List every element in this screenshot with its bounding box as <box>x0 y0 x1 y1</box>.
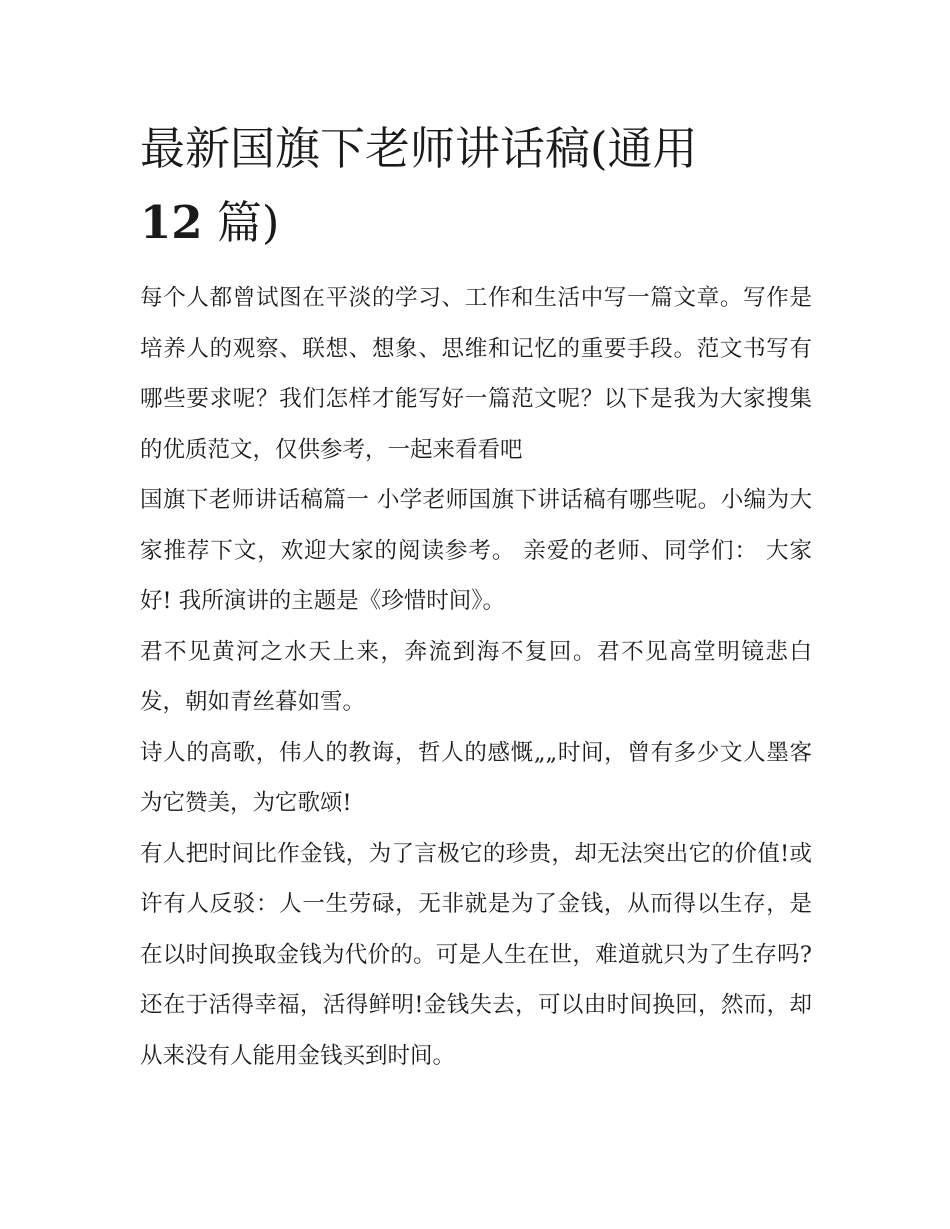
document-body <box>140 273 812 1081</box>
paragraph-3: 诗人的高歌，伟人的教诲，哲人的感慨„„时间，曾有多少文人墨客为它赞美，为它歌颂! <box>140 739 812 816</box>
paragraph-2: 君不见黄河之水天上来，奔流到海不复回。君不见高堂明镜悲白发，朝如青丝暮如雪。 <box>140 638 812 715</box>
title-line-2: 篇) <box>202 196 280 249</box>
paragraph-1: 国旗下老师讲话稿篇一 小学老师国旗下讲话稿有哪些呢。小编为大家推荐下文，欢迎大家的阅读参考。 亲爱的老师、同学们： 大家好! 我所演讲的主题是《珍惜时间》。 <box>140 487 812 614</box>
title-number: 12 <box>140 196 203 249</box>
paragraph-intro: 每个人都曾试图在平淡的学习、工作和生活中写一篇文章。写作是培养人的观察、联想、想象、思维和记忆的重要手段。范文书写有哪些要求呢？我们怎样才能写好一篇范文呢？以下是我为大家搜集的优质范文，仅供参考，一起来看看吧 <box>140 285 812 463</box>
title-line-1: 最新国旗下老师讲话稿(通用 <box>140 122 698 175</box>
document-title <box>140 112 812 260</box>
document-content <box>140 112 812 1081</box>
paragraph-4: 有人把时间比作金钱，为了言极它的珍贵，却无法突出它的价值!或许有人反驳：人一生劳碌，无非就是为了金钱，从而得以生存，是在以时间换取金钱为代价的。可是人生在世，难道就只为了生存吗?还在于活得幸福，活得鲜明!金钱失去，可以由时间换回，然而，却从来没有人能用金钱买到时间。 <box>140 840 812 1069</box>
